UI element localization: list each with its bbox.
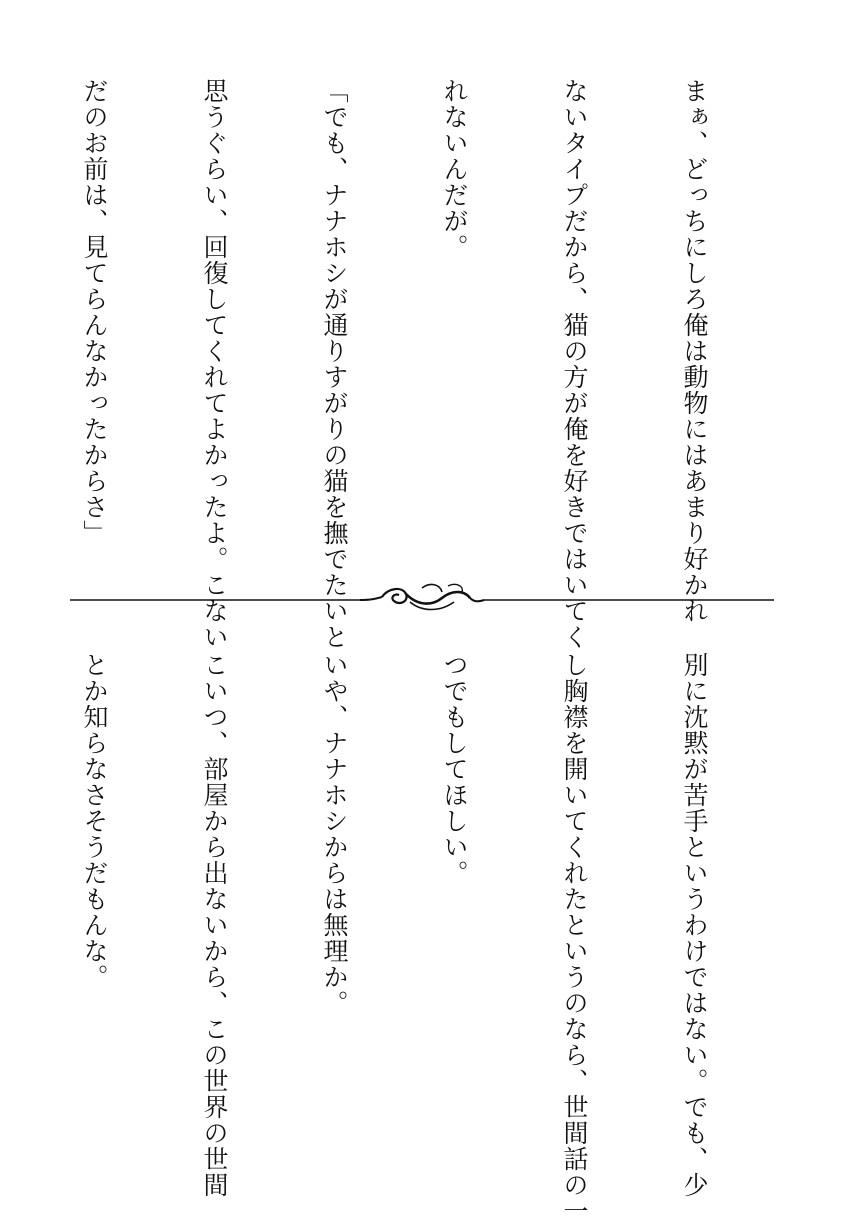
text-line: し胸襟を開いてくれたというのなら、世間話の一 [560, 652, 589, 1224]
text-line: いや、ナナホシからは無理か。 [320, 652, 349, 1016]
text-line: ないタイプだから、猫の方が俺を好きではいてく [560, 78, 589, 650]
text-line: 「でも、ナナホシが通りすがりの猫を撫でたいと [320, 78, 349, 650]
upper-text-block [0, 78, 794, 650]
text-line: 別に沈黙が苦手というわけではない。でも、少 [680, 652, 709, 1198]
text-line: とか知らなさそうだもんな。 [80, 652, 109, 990]
text-line: 思うぐらい、回復してくれてよかったよ。こない [200, 78, 229, 650]
text-line: こいつ、部屋から出ないから、この世界の世間 [200, 652, 229, 1198]
text-line: まぁ、どっちにしろ俺は動物にはあまり好かれ [680, 78, 709, 624]
lower-text-block [0, 652, 794, 1224]
text-line: だのお前は、見てらんなかったからさ」 [80, 78, 109, 546]
text-line: つでもしてほしい。 [440, 652, 469, 886]
ornamental-divider [70, 580, 774, 620]
flourish-icon [70, 580, 774, 620]
text-line: れないんだが。 [440, 78, 469, 260]
